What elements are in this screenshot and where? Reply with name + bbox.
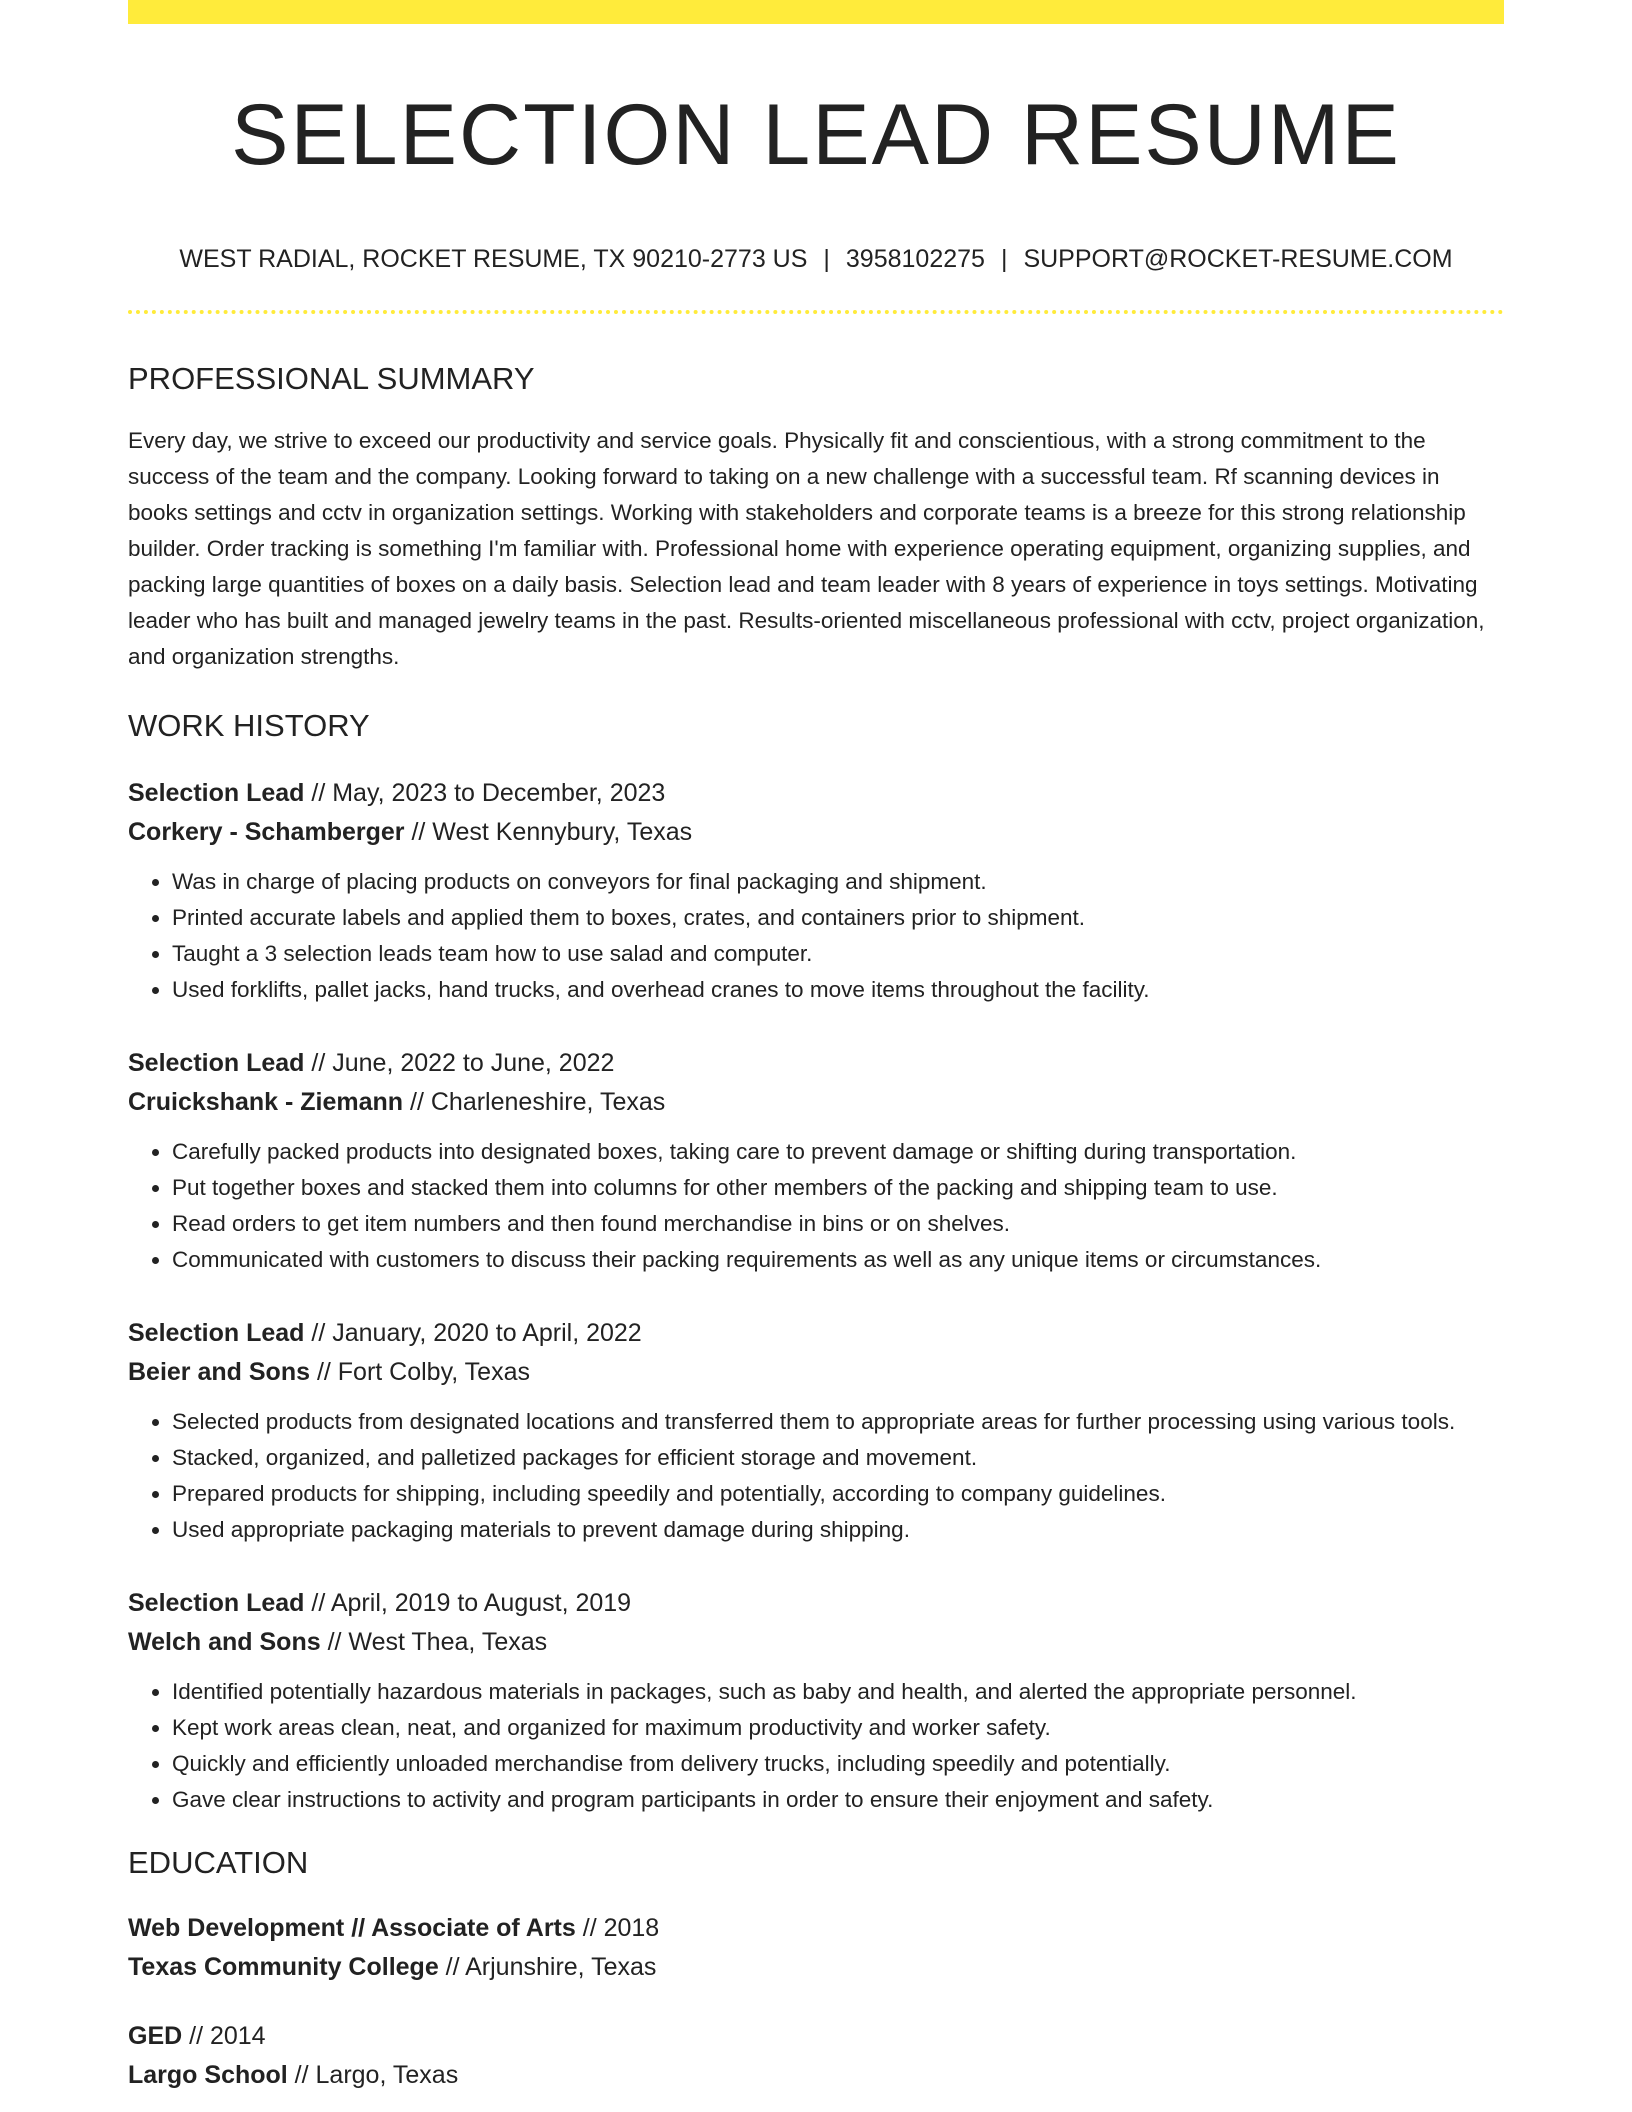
edu-degree: Web Development // Associate of Arts: [128, 1914, 576, 1943]
edu-school: Texas Community College: [128, 1953, 439, 1982]
duty-item: • Taught a 3 selection leads team how to use salad and computer.: [172, 936, 1504, 972]
resume-page: [128, 0, 1504, 2095]
job-title: Selection Lead: [128, 1589, 305, 1618]
job-location: // West Kennybury, Texas: [404, 818, 693, 847]
job-entry: [128, 1584, 1504, 1818]
education-entry: [128, 1909, 1504, 1987]
duty-item: • Printed accurate labels and applied them to boxes, crates, and containers prior to shipment.: [172, 900, 1504, 936]
duty-item: • Communicated with customers to discuss their packing requirements as well as any unique items or circumstances.: [172, 1242, 1504, 1278]
duty-item: • Read orders to get item numbers and then found merchandise in bins or on shelves.: [172, 1206, 1504, 1242]
duty-item: • Carefully packed products into designated boxes, taking care to prevent damage or shifting during transportation.: [172, 1134, 1504, 1170]
summary-heading: PROFESSIONAL SUMMARY: [128, 360, 535, 396]
contact-phone: 3958102275: [845, 245, 985, 274]
job-title-line: [128, 774, 1504, 813]
edu-degree: GED: [128, 2022, 183, 2051]
education-entry: [128, 2017, 1504, 2095]
job-company: Corkery - Schamberger: [128, 818, 405, 847]
job-dates: // May, 2023 to December, 2023: [304, 779, 666, 808]
edu-school-line: [128, 1948, 1504, 1987]
job-title: Selection Lead: [128, 1319, 305, 1348]
duty-item: • Used forklifts, pallet jacks, hand trucks, and overhead cranes to move items throughout the facility.: [172, 972, 1504, 1008]
duty-item: • Kept work areas clean, neat, and organized for maximum productivity and worker safety.: [172, 1710, 1504, 1746]
job-company-line: [128, 1083, 1504, 1122]
header-divider: [128, 310, 1504, 314]
duty-item: • Used appropriate packaging materials to prevent damage during shipping.: [172, 1512, 1504, 1548]
job-entry: [128, 1044, 1504, 1278]
job-title: Selection Lead: [128, 1049, 305, 1078]
duty-item: • Stacked, organized, and palletized packages for efficient storage and movement.: [172, 1440, 1504, 1476]
edu-school: Largo School: [128, 2061, 288, 2090]
edu-year: // 2014: [182, 2022, 266, 2051]
resume-title: SELECTION LEAD RESUME: [231, 87, 1401, 183]
job-duties: [128, 1134, 1504, 1278]
edu-degree-line: [128, 2017, 1504, 2056]
edu-year: // 2018: [575, 1914, 660, 1943]
job-dates: // April, 2019 to August, 2019: [304, 1589, 632, 1618]
contact-address: WEST RADIAL, ROCKET RESUME, TX 90210-2773 US: [179, 245, 808, 274]
edu-location: // Largo, Texas: [287, 2061, 459, 2090]
duty-item: • Put together boxes and stacked them into columns for other members of the packing and shipping team to use.: [172, 1170, 1504, 1206]
job-entry: [128, 1314, 1504, 1548]
duty-item: • Prepared products for shipping, including speedily and potentially, according to company guidelines.: [172, 1476, 1504, 1512]
job-duties: [128, 1404, 1504, 1548]
job-company: Welch and Sons: [128, 1628, 321, 1657]
job-dates: // January, 2020 to April, 2022: [304, 1319, 642, 1348]
duty-item: • Was in charge of placing products on conveyors for final packaging and shipment.: [172, 864, 1504, 900]
job-location: // West Thea, Texas: [320, 1628, 548, 1657]
job-location: // Charleneshire, Texas: [403, 1088, 666, 1117]
education-heading: EDUCATION: [128, 1845, 309, 1881]
edu-school-line: [128, 2056, 1504, 2095]
contact-separator: |: [823, 245, 830, 274]
top-accent-bar: [128, 0, 1504, 24]
job-company: Cruickshank - Ziemann: [128, 1088, 404, 1117]
job-entry: [128, 774, 1504, 1008]
job-title: Selection Lead: [128, 779, 305, 808]
duty-item: • Quickly and efficiently unloaded merchandise from delivery trucks, including speedily and potentially.: [172, 1746, 1504, 1782]
edu-degree-line: [128, 1909, 1504, 1948]
duty-item: • Identified potentially hazardous materials in packages, such as baby and health, and alerted the appropriate personnel.: [172, 1674, 1504, 1710]
job-company-line: [128, 1623, 1504, 1662]
summary-text: Every day, we strive to exceed our productivity and service goals. Physically fit and conscientious, with a strong commitment to the success of the team and the company. Looking forward to taking on a new challenge with a successful team. Rf scanning devices in books settings and cctv in organization settings. Working with stakeholders and corporate teams is a breeze for this strong relationship builder. Order tracking is something I'm familiar with. Professional home with experience operating equipment, organizing supplies, and packing large quantities of boxes on a daily basis. Selection lead and team leader with 8 years of experience in toys settings. Motivating leader who has built and managed jewelry teams in the past. Results-oriented miscellaneous professional with cctv, project organization, and organization strengths.: [128, 427, 1485, 669]
contact-email[interactable]: SUPPORT@ROCKET-RESUME.COM: [1023, 245, 1453, 274]
job-location: // Fort Colby, Texas: [310, 1358, 530, 1387]
contact-line: [128, 243, 1504, 276]
contact-separator: |: [1000, 245, 1008, 274]
job-company: Beier and Sons: [128, 1358, 310, 1387]
duty-item: • Selected products from designated locations and transferred them to appropriate areas for further processing using various tools.: [172, 1404, 1504, 1440]
job-company-line: [128, 1353, 1504, 1392]
edu-location: // Arjunshire, Texas: [438, 1953, 657, 1982]
job-dates: // June, 2022 to June, 2022: [304, 1049, 615, 1078]
job-title-line: [128, 1584, 1504, 1623]
job-duties: [128, 864, 1504, 1008]
duty-item: • Gave clear instructions to activity and program participants in order to ensure their enjoyment and safety.: [172, 1782, 1504, 1818]
job-title-line: [128, 1044, 1504, 1083]
job-title-line: [128, 1314, 1504, 1353]
work-history-heading: WORK HISTORY: [128, 707, 370, 743]
job-duties: [128, 1674, 1504, 1818]
job-company-line: [128, 813, 1504, 852]
